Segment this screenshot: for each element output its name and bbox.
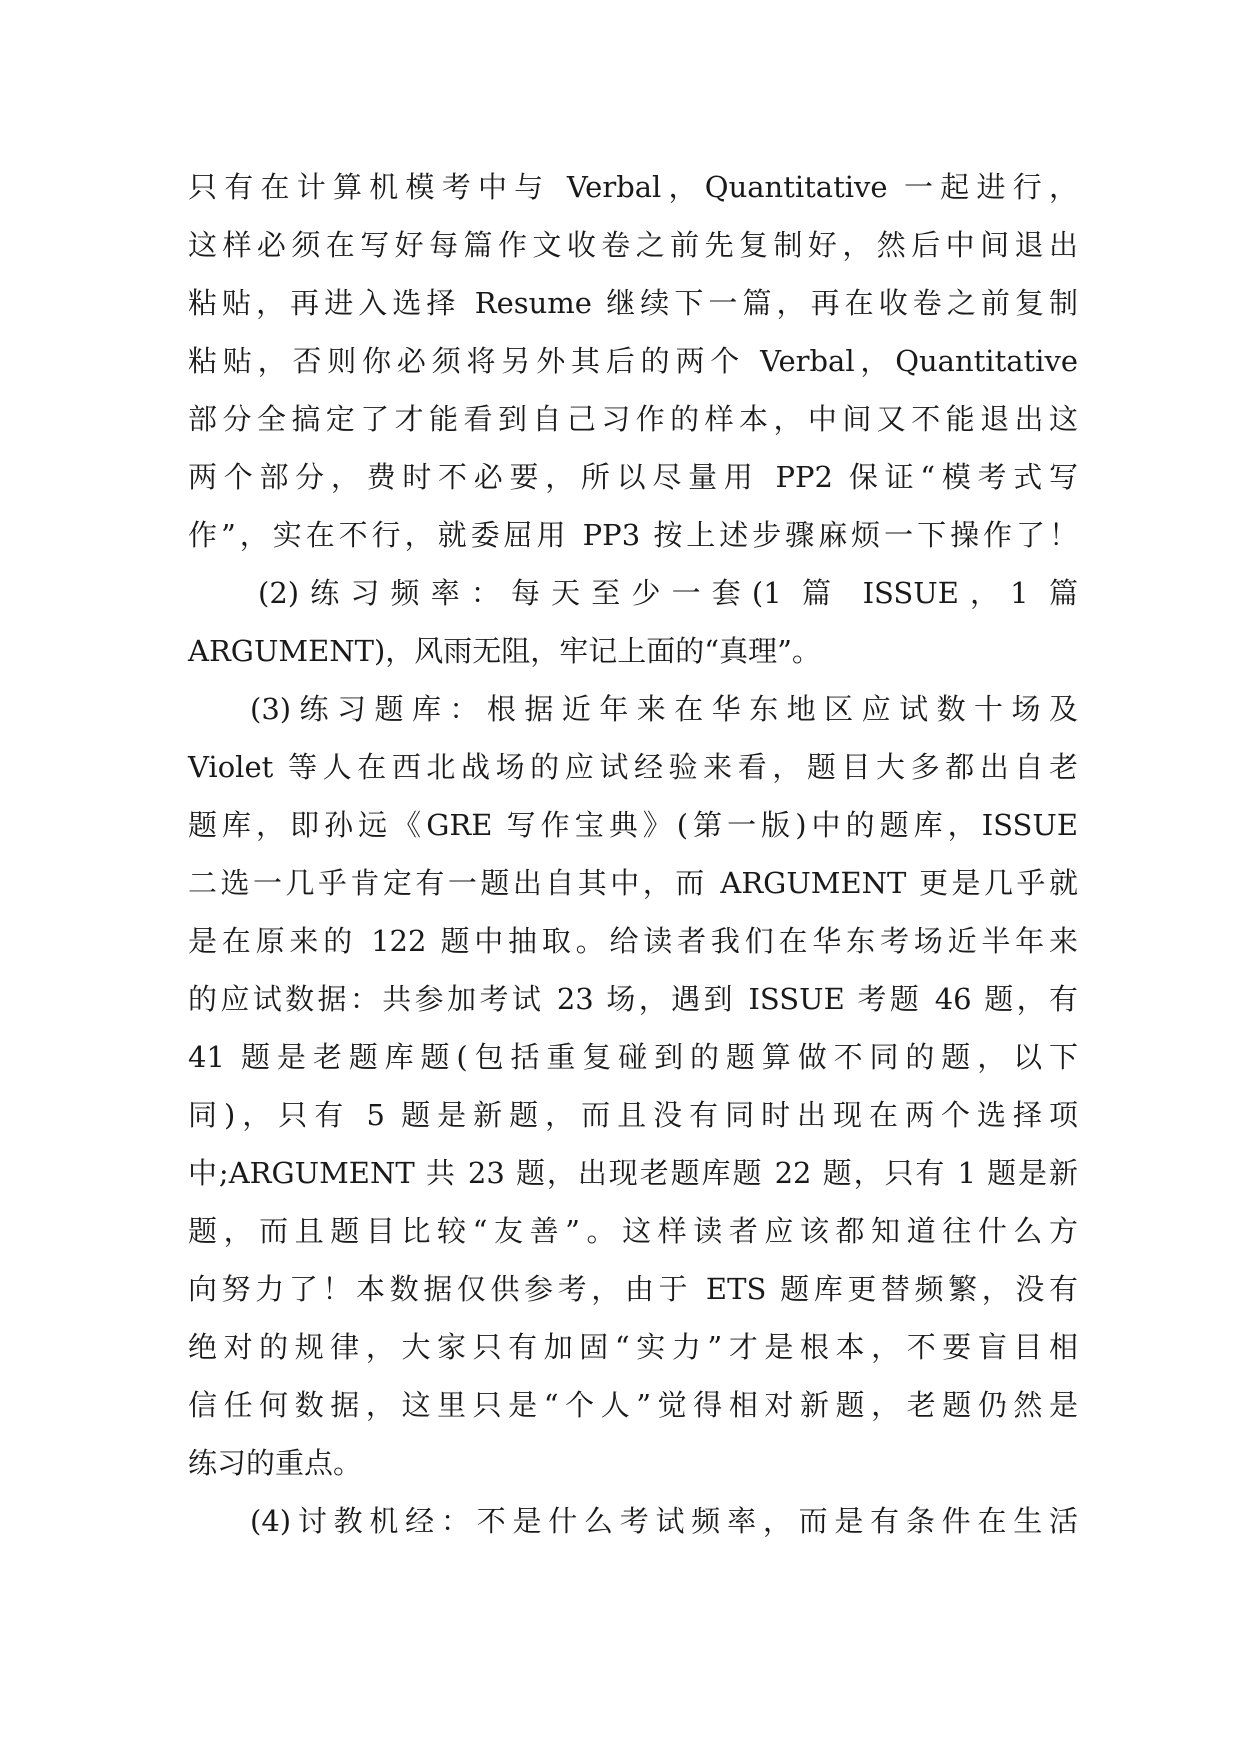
paragraph-3-line-9: 中;ARGUMENT 共 23 题，出现老题库题 22 题，只有 1 题是新 xyxy=(188,1156,1078,1190)
paragraph-3-line-11: 向努力了！本数据仅供参考，由于 ETS 题库更替频繁，没有 xyxy=(188,1272,1078,1306)
paragraph-2-line-1: (2)练习频率：每天至少一套(1 篇 ISSUE，1 篇 xyxy=(258,576,1078,610)
paragraph-3-line-10: 题，而且题目比较“友善”。这样读者应该都知道往什么方 xyxy=(188,1214,1078,1248)
text-line-5: 部分全搞定了才能看到自己习作的样本，中间又不能退出这 xyxy=(188,402,1078,436)
paragraph-3-line-8: 同)，只有 5 题是新题，而且没有同时出现在两个选择项 xyxy=(188,1098,1078,1132)
text-line-4: 粘贴，否则你必须将另外其后的两个 Verbal，Quantitative xyxy=(188,344,1078,378)
paragraph-3-line-13: 信任何数据，这里只是“个人”觉得相对新题，老题仍然是 xyxy=(188,1388,1078,1422)
paragraph-3-line-2: Violet 等人在西北战场的应试经验来看，题目大多都出自老 xyxy=(188,750,1078,784)
text-line-7: 作”，实在不行，就委屈用 PP3 按上述步骤麻烦一下操作了！ xyxy=(188,518,1078,552)
paragraph-3-line-14: 练习的重点。 xyxy=(188,1446,363,1480)
paragraph-3-line-7: 41 题是老题库题(包括重复碰到的题算做不同的题，以下 xyxy=(188,1040,1078,1074)
paragraph-3-line-12: 绝对的规律，大家只有加固“实力”才是根本，不要盲目相 xyxy=(188,1330,1078,1364)
paragraph-3-line-6: 的应试数据：共参加考试 23 场，遇到 ISSUE 考题 46 题，有 xyxy=(188,982,1078,1016)
text-line-2: 这样必须在写好每篇作文收卷之前先复制好，然后中间退出 xyxy=(188,228,1078,262)
document-body xyxy=(188,158,1078,1550)
paragraph-3-line-5: 是在原来的 122 题中抽取。给读者我们在华东考场近半年来 xyxy=(188,924,1078,958)
paragraph-4-line-1: (4)讨教机经：不是什么考试频率，而是有条件在生活 xyxy=(250,1504,1078,1538)
text-line-3: 粘贴，再进入选择 Resume 继续下一篇，再在收卷之前复制 xyxy=(188,286,1078,320)
paragraph-3-line-3: 题库，即孙远《GRE 写作宝典》(第一版)中的题库，ISSUE xyxy=(188,808,1078,842)
text-line-1: 只有在计算机模考中与 Verbal，Quantitative 一起进行， xyxy=(188,170,1078,204)
paragraph-2-line-2: ARGUMENT)，风雨无阻，牢记上面的“真理”。 xyxy=(188,634,821,668)
text-line-6: 两个部分，费时不必要，所以尽量用 PP2 保证“模考式写 xyxy=(188,460,1078,494)
paragraph-3-line-1: (3)练习题库：根据近年来在华东地区应试数十场及 xyxy=(250,692,1078,726)
paragraph-3-line-4: 二选一几乎肯定有一题出自其中，而 ARGUMENT 更是几乎就 xyxy=(188,866,1078,900)
